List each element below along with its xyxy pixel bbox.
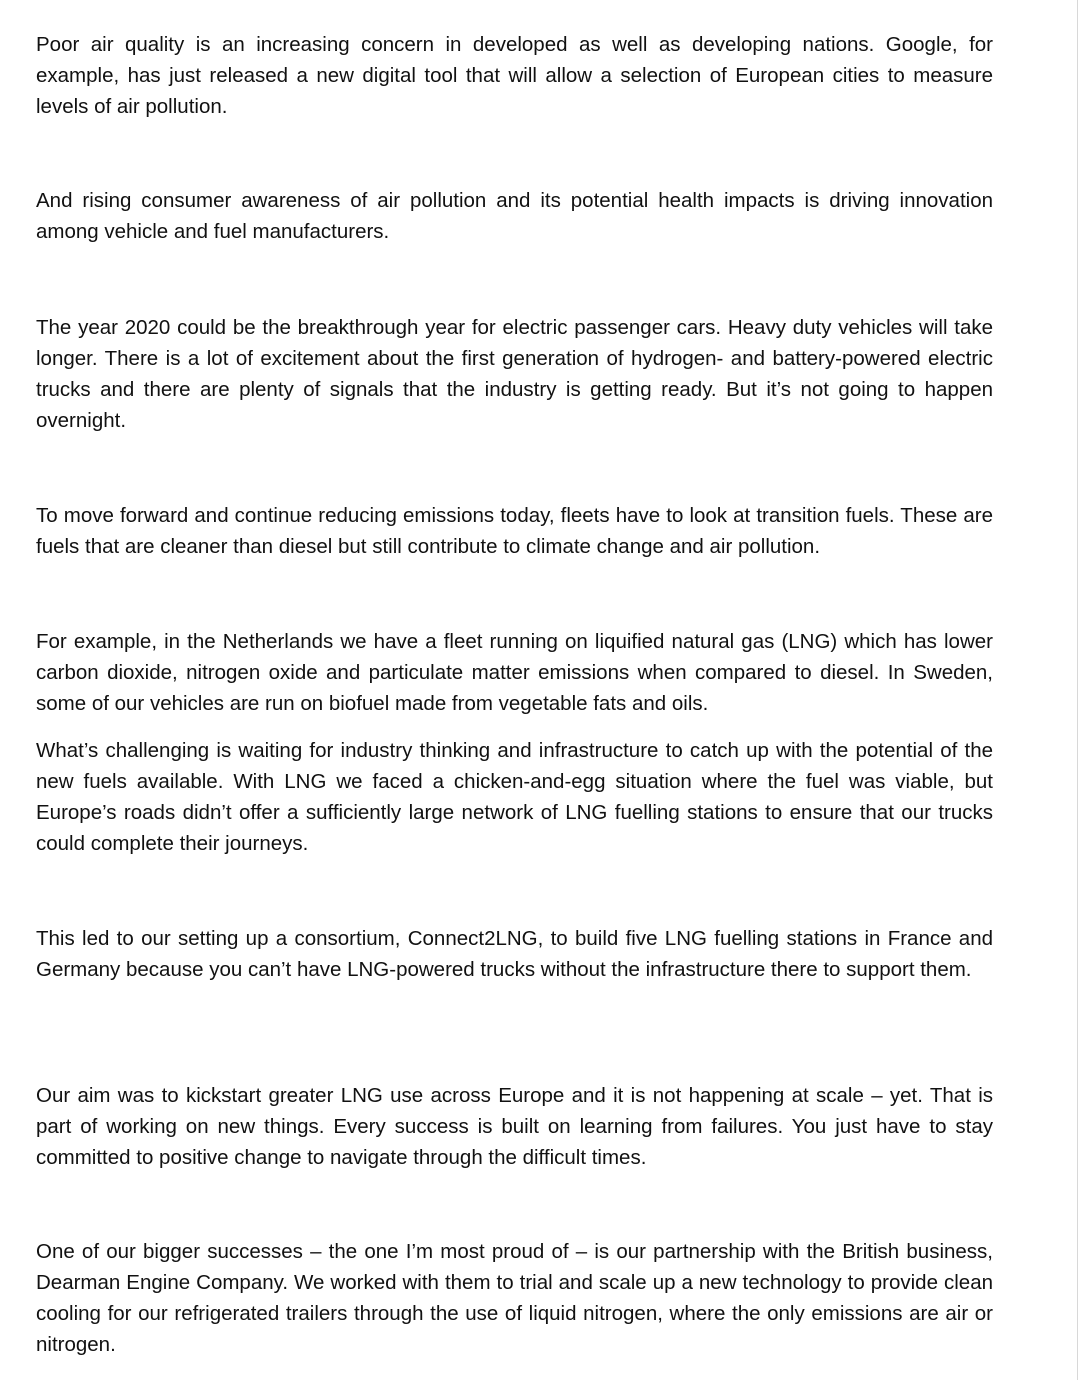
paragraph-lng-biofuel-examples: For example, in the Netherlands we have a fleet running on liquified natural gas (LNG) which has lower carbon dioxide, nitrogen oxide and particulate matter emissions when compared to diesel. In Sweden, some of our vehicles are run on biofuel made from vegetable fats and oils. bbox=[36, 630, 993, 715]
paragraph-air-quality: Poor air quality is an increasing concern in developed as well as developing nations. Google, for example, has just released a new digital tool that will allow a selection of European cities to measure levels of air pollution. bbox=[36, 33, 993, 118]
paragraph-electric-vehicles: The year 2020 could be the breakthrough year for electric passenger cars. Heavy duty vehicles will take longer. There is a lot of excitement about the first generation of hydrogen- and battery-powered electric trucks and there are plenty of signals that the industry is getting ready. But it’s not going to happen overnight. bbox=[36, 316, 993, 432]
paragraph-consumer-awareness: And rising consumer awareness of air pollution and its potential health impacts is driving innovation among vehicle and fuel manufacturers. bbox=[36, 189, 993, 243]
paragraph-infrastructure-challenge: What’s challenging is waiting for industry thinking and infrastructure to catch up with the potential of the new fuels available. With LNG we faced a chicken-and-egg situation where the fuel was viable, but Europe’s roads didn’t offer a sufficiently large network of LNG fuelling stations to ensure that our trucks could complete their journeys. bbox=[36, 739, 993, 855]
paragraph-dearman-partnership: One of our bigger successes – the one I’m most proud of – is our partnership with the British business, Dearman Engine Company. We worked with them to trial and scale up a new technology to provide clean cooling for our refrigerated trailers through the use of liquid nitrogen, where the only emissions are air or nitrogen. bbox=[36, 1240, 993, 1356]
paragraph-lng-aim: Our aim was to kickstart greater LNG use across Europe and it is not happening at scale – yet. That is part of working on new things. Every success is built on learning from failures. You just have to stay committed to positive change to navigate through the difficult times. bbox=[36, 1084, 993, 1169]
paragraph-transition-fuels: To move forward and continue reducing emissions today, fleets have to look at transition fuels. These are fuels that are cleaner than diesel but still contribute to climate change and air pollution. bbox=[36, 504, 993, 558]
page-edge-divider bbox=[1077, 0, 1078, 1380]
paragraph-connect2lng: This led to our setting up a consortium, Connect2LNG, to build five LNG fuelling stations in France and Germany because you can’t have LNG-powered trucks without the infrastructure there to support them. bbox=[36, 927, 993, 981]
